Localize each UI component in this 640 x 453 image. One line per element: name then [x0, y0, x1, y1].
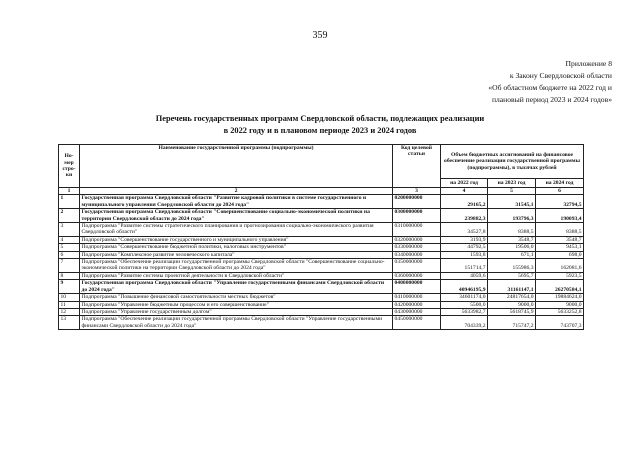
amount-2022: 704339,2: [441, 316, 488, 330]
title-line: в 2022 году и в плановом периоде 2023 и 2024 годов: [223, 126, 417, 135]
table-row: [59, 316, 584, 330]
program-name: Государственная программа Свердловской области "Совершенствование социально-экономической политики на территории Свердловской области до 2024 года": [80, 209, 393, 223]
table-row: [59, 209, 584, 223]
header-program-name: Наименование государственной программы (подпрограммы): [80, 145, 393, 188]
amount-2023: 8388,5: [488, 223, 536, 237]
column-index: 2: [80, 188, 393, 195]
program-name: Подпрограмма "Обеспечение реализации государственной программы Свердловской области "Управление государственными финансами Свердловской области до 2024 года": [80, 316, 393, 330]
amount-2022: 44792,5: [441, 244, 488, 251]
table-row: [59, 195, 584, 209]
amount-2024: 3548,7: [536, 236, 584, 243]
amount-2023: 9000,0: [488, 301, 536, 308]
target-code: 0410000000: [393, 294, 441, 301]
amount-2023: 31161147,1: [488, 280, 536, 294]
header-row-number: Но-мер стро-ки: [59, 145, 80, 188]
amount-2022: 1593,8: [441, 251, 488, 258]
amount-2024: 5923,5: [536, 272, 584, 279]
program-name: Подпрограмма "Управление государственным долгом": [80, 308, 393, 315]
amount-2022: 151714,7: [441, 259, 488, 273]
program-name: Государственная программа Свердловской области "Управление государственными финансами Свердловской области до 2024 года": [80, 280, 393, 294]
target-code: 0340000000: [393, 251, 441, 258]
program-name: Государственная программа Свердловской области "Развитие кадровой политики в системе государственного и муниципального управления Свердловской области до 2024 года": [80, 195, 393, 209]
row-number: 4: [59, 236, 80, 243]
amount-2022: 40946195,9: [441, 280, 488, 294]
amount-2022: 29165,2: [441, 195, 488, 209]
header-budget-volume: Объем бюджетных ассигнований на финансовое обеспечение реализации государственной программы (подпрограммы), в тысячах рублей: [441, 145, 584, 179]
program-name: Подпрограмма "Повышение финансовой самостоятельности местных бюджетов": [80, 294, 393, 301]
program-name: Подпрограмма "Обеспечение реализации государственной программы Свердловской области "Совершенствование социально-экономической политики на территории Свердловской области до 2024 года": [80, 259, 393, 273]
amount-2023: 671,1: [488, 251, 536, 258]
amount-2023: 155986,3: [488, 259, 536, 273]
row-number: 10: [59, 294, 80, 301]
target-code: 0420000000: [393, 301, 441, 308]
appendix-line: Приложение 8: [565, 59, 612, 68]
amount-2024: 190093,4: [536, 209, 584, 223]
row-number: 7: [59, 259, 80, 273]
column-index: 4: [441, 188, 488, 195]
column-index-row: [59, 188, 584, 195]
row-number: 12: [59, 308, 80, 315]
table-row: [59, 244, 584, 251]
column-index: 3: [393, 188, 441, 195]
amount-2022: 239882,3: [441, 209, 488, 223]
column-index: 6: [536, 188, 584, 195]
header-year-2022: на 2022 год: [441, 179, 488, 188]
table-row: [59, 280, 584, 294]
program-name: Подпрограмма "Развитие системы проектной деятельности в Свердловской области": [80, 272, 393, 279]
amount-2022: 34601174,0: [441, 294, 488, 301]
amount-2022: 5500,0: [441, 301, 488, 308]
program-name: Подпрограмма "Развитие системы стратегического планирования и прогнозирования социально-экономического развития Свердловской области": [80, 223, 393, 237]
table-row: [59, 236, 584, 243]
row-number: 5: [59, 244, 80, 251]
title-line: Перечень государственных программ Свердловской области, подлежащих реализации: [155, 114, 485, 123]
amount-2023: 5695,7: [488, 272, 536, 279]
target-code: 0350000000: [393, 259, 441, 273]
column-index: 1: [59, 188, 80, 195]
amount-2023: 715747,2: [488, 316, 536, 330]
row-number: 11: [59, 301, 80, 308]
program-name: Подпрограмма "Управление бюджетным процессом и его совершенствование": [80, 301, 393, 308]
program-name: Подпрограмма "Совершенствование бюджетной политики, налоговых инструментов": [80, 244, 393, 251]
amount-2024: 32794,5: [536, 195, 584, 209]
target-code: 0310000000: [393, 223, 441, 237]
table-row: [59, 301, 584, 308]
row-number: 8: [59, 272, 80, 279]
amount-2023: 5618745,9: [488, 308, 536, 315]
appendix-line: «Об областном бюджете на 2022 год и: [488, 83, 612, 92]
column-index: 5: [488, 188, 536, 195]
amount-2024: 26270584,1: [536, 280, 584, 294]
amount-2022: 5633982,7: [441, 308, 488, 315]
program-name: Подпрограмма "Совершенствование государственного и муниципального управления": [80, 236, 393, 243]
amount-2023: 193796,3: [488, 209, 536, 223]
table-body: [59, 188, 584, 330]
amount-2022: 4059,6: [441, 272, 488, 279]
amount-2022: 34527,8: [441, 223, 488, 237]
table-row: [59, 223, 584, 237]
target-code: 0400000000: [393, 280, 441, 294]
amount-2022: 3193,9: [441, 236, 488, 243]
row-number: 2: [59, 209, 80, 223]
page-number: 359: [312, 30, 328, 41]
table-row: [59, 259, 584, 273]
row-number: 3: [59, 223, 80, 237]
amount-2024: 19884624,0: [536, 294, 584, 301]
amount-2024: 5633252,8: [536, 308, 584, 315]
document-title: [0, 113, 640, 137]
appendix-line: плановый период 2023 и 2024 годов»: [491, 95, 612, 104]
table-row: [59, 308, 584, 315]
amount-2024: 9000,0: [536, 301, 584, 308]
amount-2024: 9453,1: [536, 244, 584, 251]
amount-2024: 698,0: [536, 251, 584, 258]
target-code: 0320000000: [393, 236, 441, 243]
table-row: [59, 272, 584, 279]
row-number: 9: [59, 280, 80, 294]
header-year-2023: на 2023 год: [488, 179, 536, 188]
programs-table: [58, 144, 584, 330]
target-code: 0430000000: [393, 308, 441, 315]
target-code: 0360000000: [393, 272, 441, 279]
target-code: 0450000000: [393, 316, 441, 330]
row-number: 6: [59, 251, 80, 258]
amount-2023: 31545,1: [488, 195, 536, 209]
table-row: [59, 251, 584, 258]
amount-2024: 162081,6: [536, 259, 584, 273]
amount-2023: 3548,7: [488, 236, 536, 243]
target-code: 0200000000: [393, 195, 441, 209]
target-code: 0330000000: [393, 244, 441, 251]
header-target-code: Код целевой статьи: [393, 145, 441, 188]
table-row: [59, 294, 584, 301]
amount-2024: 8388,5: [536, 223, 584, 237]
amount-2023: 24817654,0: [488, 294, 536, 301]
appendix-note: [488, 58, 612, 106]
program-name: Подпрограмма "Комплексное развитие человеческого капитала": [80, 251, 393, 258]
appendix-line: к Закону Свердловской области: [509, 71, 612, 80]
row-number: 1: [59, 195, 80, 209]
target-code: 0300000000: [393, 209, 441, 223]
amount-2024: 743707,3: [536, 316, 584, 330]
amount-2023: 19506,0: [488, 244, 536, 251]
header-year-2024: на 2024 год: [536, 179, 584, 188]
row-number: 13: [59, 316, 80, 330]
